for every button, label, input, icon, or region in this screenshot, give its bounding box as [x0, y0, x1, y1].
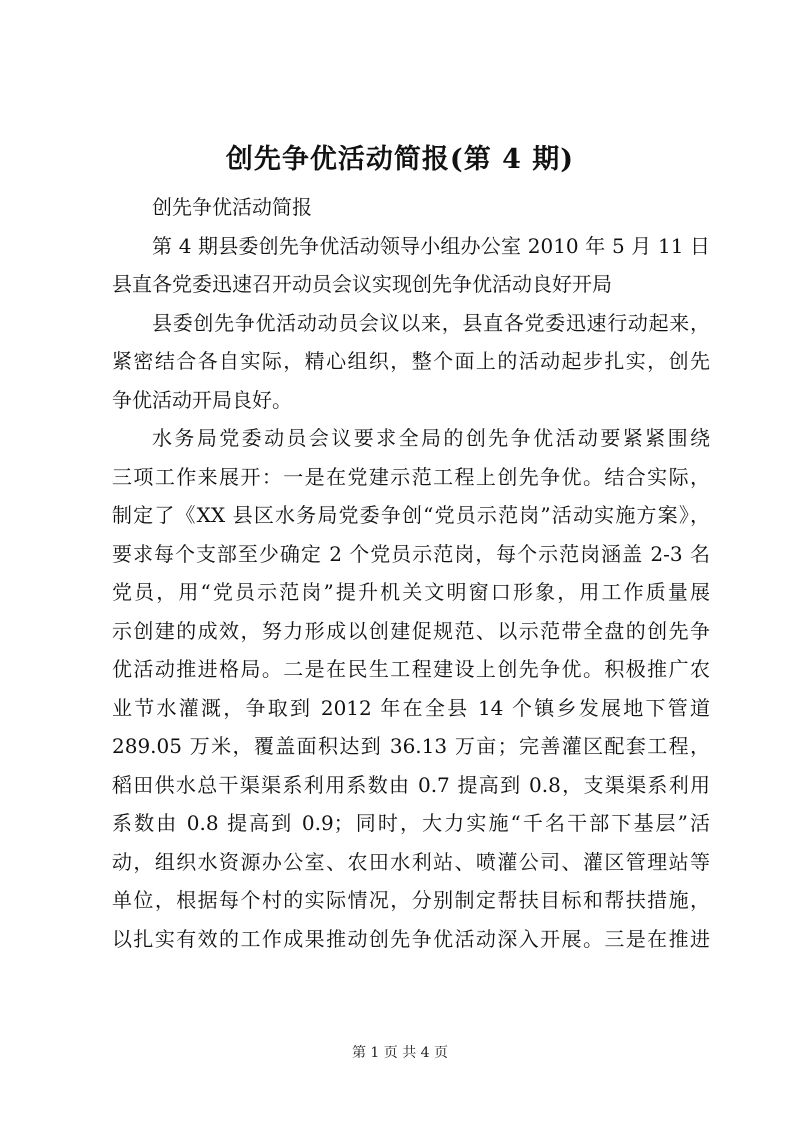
- text-line: 第 4 期县委创先争优活动领导小组办公室 2010 年 5 月 11 日: [152, 233, 710, 258]
- text-line: 289.05 万米，覆盖面积达到 36.13 万亩；完善灌区配套工程，: [112, 734, 710, 758]
- text-line: 县委创先争优活动动员会议以来，县直各党委迅速行动起来，: [152, 310, 710, 335]
- text-line: 示创建的成效，努力形成以创建促规范、以示范带全盘的创先争: [112, 618, 710, 643]
- text-line: 以扎实有效的工作成果推动创先争优活动深入开展。三是在推进: [112, 926, 710, 951]
- text-line: 党员，用“党员示范岗”提升机关文明窗口形象，用工作质量展: [112, 580, 710, 604]
- text-line: 创先争优活动简报: [152, 195, 312, 219]
- text-line: 要求每个支部至少确定 2 个党员示范岗，每个示范岗涵盖 2-3 名: [112, 541, 710, 566]
- text-line: 稻田供水总干渠渠系利用系数由 0.7 提高到 0.8，支渠渠系利用: [112, 772, 710, 797]
- text-line: 动，组织水资源办公室、农田水利站、喷灌公司、灌区管理站等: [112, 849, 710, 874]
- page-footer: 第 1 页 共 4 页: [351, 1045, 449, 1061]
- text-line: 优活动推进格局。二是在民生工程建设上创先争优。积极推广农: [112, 657, 710, 681]
- text-line: 制定了《XX 县区水务局党委争创“党员示范岗”活动实施方案》，: [112, 503, 710, 527]
- document-body: [112, 188, 710, 958]
- document-title: 创先争优活动简报(第 4 期): [225, 144, 575, 175]
- text-line: 三项工作来展开：一是在党建示范工程上创先争优。结合实际，: [112, 464, 710, 489]
- text-line: 县直各党委迅速召开动员会议实现创先争优活动良好开局: [112, 272, 612, 296]
- text-line: 争优活动开局良好。: [112, 387, 292, 412]
- text-line: 水务局党委动员会议要求全局的创先争优活动要紧紧围绕: [152, 426, 710, 450]
- text-line: 系数由 0.8 提高到 0.9；同时，大力实施“千名干部下基层”活: [112, 811, 710, 835]
- text-line: 单位，根据每个村的实际情况，分别制定帮扶目标和帮扶措施，: [112, 888, 710, 912]
- text-line: 业节水灌溉，争取到 2012 年在全县 14 个镇乡发展地下管道: [112, 695, 710, 720]
- text-line: 紧密结合各自实际，精心组织，整个面上的活动起步扎实，创先: [112, 349, 710, 373]
